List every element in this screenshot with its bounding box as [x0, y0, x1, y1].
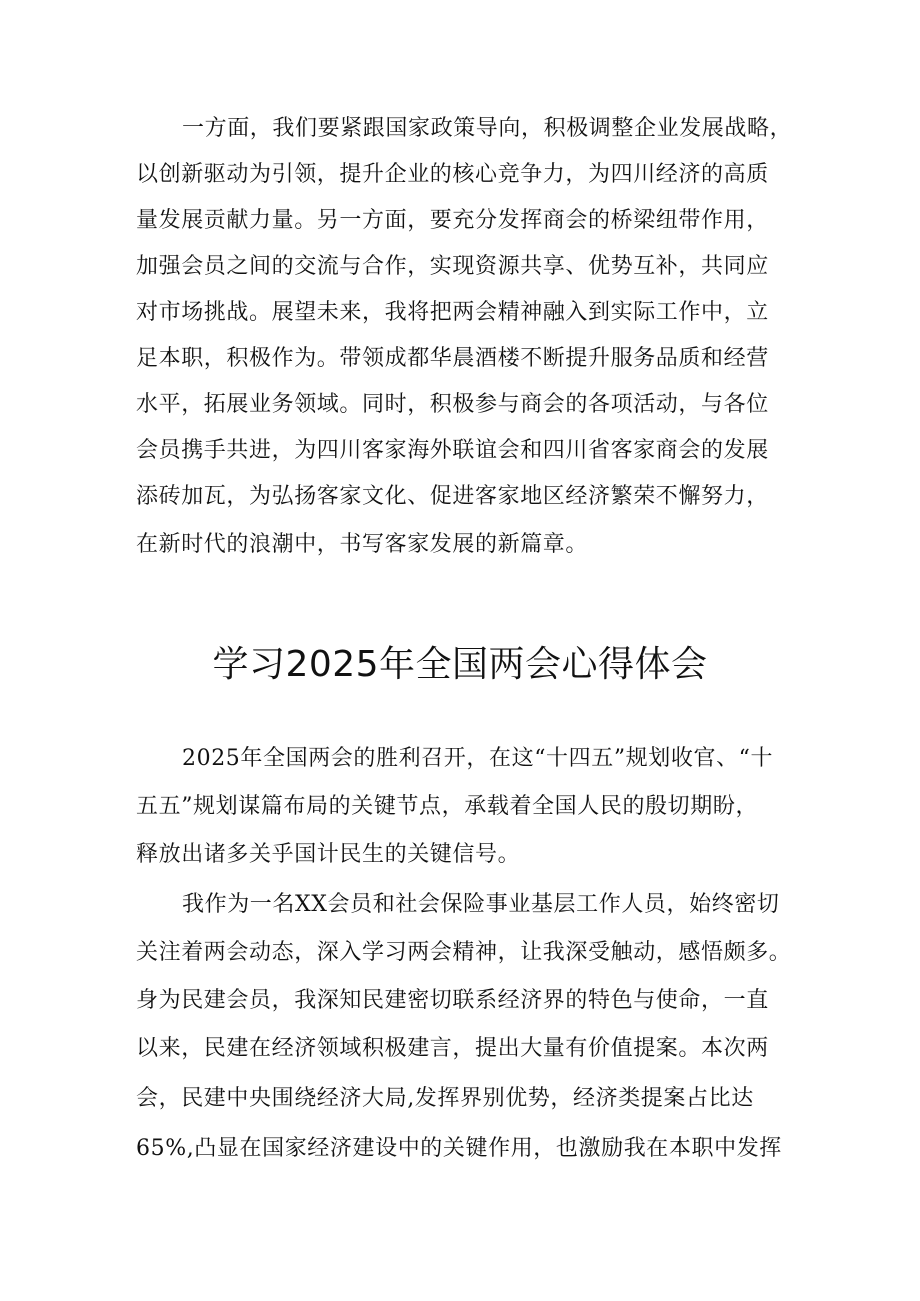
paragraph-line: 添砖加瓦，为弘扬客家文化、促进客家地区经济繁荣不懈努力， — [136, 484, 769, 509]
paragraph-line: 我作为一名XX会员和社会保险事业基层工作人员，始终密切 — [182, 892, 780, 917]
paragraph-line: 加强会员之间的交流与合作，实现资源共享、优势互补，共同应 — [136, 254, 769, 279]
paragraph-line: 释放出诸多关乎国计民生的关键信号。 — [136, 842, 521, 867]
paragraph-line: 以来，民建在经济领域积极建言，提出大量有价值提案。本次两 — [136, 1036, 769, 1061]
paragraph-line: 以创新驱动为引领，提升企业的核心竞争力，为四川经济的高质 — [136, 162, 769, 187]
paragraph-line: 会员携手共进，为四川客家海外联谊会和四川省客家商会的发展 — [136, 438, 769, 463]
paragraph-line: 65%,凸显在国家经济建设中的关键作用，也激励我在本职中发挥 — [136, 1136, 782, 1161]
paragraph-line: 在新时代的浪潮中，书写客家发展的新篇章。 — [136, 532, 589, 557]
paragraph-line: 水平，拓展业务领域。同时，积极参与商会的各项活动，与各位 — [136, 392, 769, 417]
paragraph-line: 会，民建中央围绕经济大局,发挥界别优势，经济类提案占比达 — [136, 1086, 754, 1111]
paragraph-line: 量发展贡献力量。另一方面，要充分发挥商会的桥梁纽带作用， — [136, 208, 769, 233]
paragraph-line: 五五”规划谋篇布局的关键节点，承载着全国人民的殷切期盼， — [136, 794, 759, 819]
paragraph-line: 身为民建会员，我深知民建密切联系经济界的特色与使命，一直 — [136, 988, 769, 1013]
paragraph-line: 一方面，我们要紧跟国家政策导向，积极调整企业发展战略， — [182, 116, 793, 141]
paragraph-line: 足本职，积极作为。带领成都华晨酒楼不断提升服务品质和经营 — [136, 346, 769, 371]
page-title: 学习2025年全国两会心得体会 — [212, 644, 708, 685]
paragraph-line: 2025年全国两会的胜利召开，在这“十四五”规划收官、“十 — [182, 746, 774, 771]
paragraph-line: 关注着两会动态，深入学习两会精神，让我深受触动，感悟颇多。 — [136, 940, 792, 965]
paragraph-line: 对市场挑战。展望未来，我将把两会精神融入到实际工作中，立 — [136, 300, 769, 325]
